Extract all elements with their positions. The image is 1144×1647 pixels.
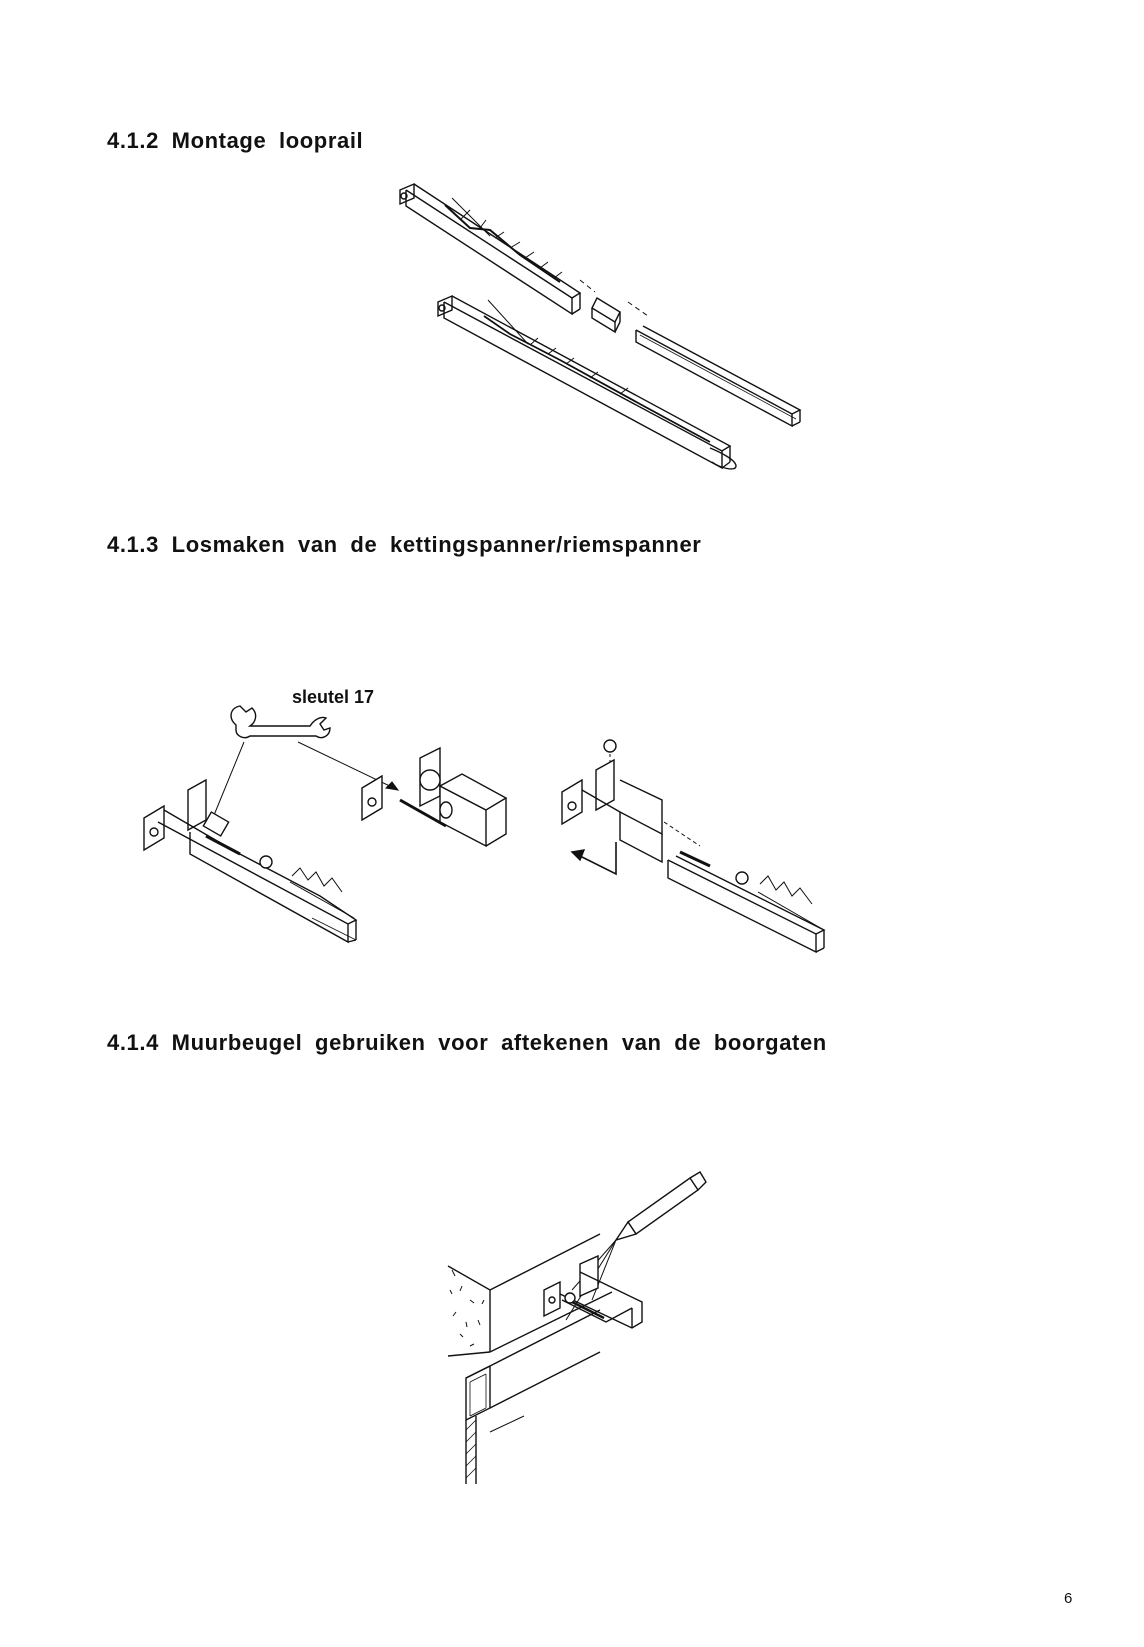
section-title: Montage looprail: [171, 128, 364, 153]
section-number: 4.1.2: [107, 128, 159, 153]
section-title: Muurbeugel gebruiken voor aftekenen van de boorgaten: [171, 1030, 827, 1055]
pencil-icon: [616, 1172, 706, 1240]
wall-bracket: [544, 1256, 642, 1328]
section-number: 4.1.4: [107, 1030, 159, 1055]
wall-block: [448, 1234, 612, 1356]
page-number: 6: [1064, 1590, 1073, 1607]
section-title: Losmaken van de kettingspanner/riemspanner: [171, 532, 702, 557]
door-frame: [466, 1310, 600, 1484]
wrench-label: sleutel 17: [292, 687, 375, 707]
section-number: 4.1.3: [107, 532, 159, 557]
